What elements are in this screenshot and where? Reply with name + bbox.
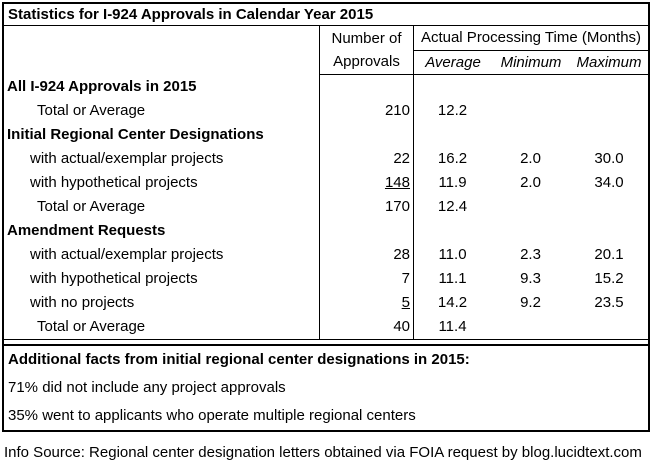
- processing-subheaders: [414, 51, 648, 74]
- cell-minimum: [491, 75, 570, 99]
- cell-approvals: [319, 75, 413, 99]
- cell-maximum: [570, 75, 648, 99]
- double-rule-separator: [4, 339, 648, 346]
- header-blank-cell: [4, 26, 319, 75]
- col-header-approvals-line1: Number of: [331, 30, 402, 47]
- col-header-minimum: Minimum: [500, 54, 562, 71]
- cell-approvals: 22: [319, 147, 413, 171]
- row-label: Total or Average: [37, 318, 146, 335]
- cell-minimum: [491, 99, 570, 123]
- cell-approvals: 28: [319, 243, 413, 267]
- table-row-amendment-hypothetical: [4, 267, 648, 291]
- table-row-initial-actual-exemplar: [4, 147, 648, 171]
- row-label: with actual/exemplar projects: [30, 246, 224, 263]
- row-label: Amendment Requests: [7, 222, 166, 239]
- col-header-number-of-approvals: [319, 26, 413, 75]
- table-body: [4, 75, 648, 339]
- row-label: Total or Average: [37, 198, 146, 215]
- table-title: Statistics for I-924 Approvals in Calendar Year 2015: [4, 4, 648, 26]
- statistics-table-box: [2, 2, 650, 432]
- cell-approvals-underlined: 148: [319, 171, 413, 195]
- cell-approvals-underlined: 5: [319, 291, 413, 315]
- col-header-approvals-line2: Approvals: [333, 53, 400, 70]
- col-header-maximum: Maximum: [576, 54, 642, 71]
- cell-average: 11.0: [413, 243, 491, 267]
- cell-average: 12.2: [413, 99, 491, 123]
- cell-approvals: [319, 219, 413, 243]
- cell-maximum: 34.0: [594, 174, 624, 191]
- table-row-initial-total: [4, 195, 648, 219]
- cell-minimum: 2.0: [520, 150, 541, 167]
- cell-maximum: 23.5: [594, 294, 624, 311]
- table-row-section-all-approvals: [4, 75, 648, 99]
- additional-facts-section: [4, 346, 648, 430]
- cell-average: 16.2: [413, 147, 491, 171]
- row-label: Total or Average: [37, 102, 146, 119]
- col-header-processing-group: [413, 26, 648, 75]
- cell-minimum: 9.2: [520, 294, 541, 311]
- cell-average: 11.4: [413, 315, 491, 339]
- cell-maximum: [570, 123, 648, 147]
- fact-multiple-regional-centers: 35% went to applicants who operate multiple regional centers: [8, 407, 416, 424]
- cell-minimum: 2.3: [520, 246, 541, 263]
- row-label: with hypothetical projects: [30, 270, 198, 287]
- cell-average: [413, 123, 491, 147]
- table-row-section-amendment-requests: [4, 219, 648, 243]
- cell-approvals: 40: [319, 315, 413, 339]
- cell-minimum: [491, 315, 570, 339]
- cell-approvals: 7: [319, 267, 413, 291]
- fact-no-project-approvals: 71% did not include any project approvals: [8, 379, 286, 396]
- col-header-average: Average: [425, 54, 481, 71]
- table-row-amendment-no-projects: [4, 291, 648, 315]
- row-label: with actual/exemplar projects: [30, 150, 224, 167]
- col-header-processing-time: Actual Processing Time (Months): [414, 26, 648, 51]
- info-source: Info Source: Regional center designation letters obtained via FOIA request by blog.lucidtext.com: [4, 444, 642, 461]
- cell-maximum: [570, 219, 648, 243]
- row-label: Initial Regional Center Designations: [7, 126, 264, 143]
- table-header: [4, 26, 648, 75]
- cell-minimum: [491, 123, 570, 147]
- cell-approvals: 210: [319, 99, 413, 123]
- row-label: All I-924 Approvals in 2015: [7, 78, 197, 95]
- cell-average: 11.9: [413, 171, 491, 195]
- cell-average: 14.2: [413, 291, 491, 315]
- table-row-initial-hypothetical: [4, 171, 648, 195]
- cell-approvals: 170: [319, 195, 413, 219]
- cell-average: 12.4: [413, 195, 491, 219]
- cell-maximum: [570, 315, 648, 339]
- cell-maximum: 15.2: [594, 270, 624, 287]
- cell-minimum: [491, 195, 570, 219]
- cell-average: 11.1: [413, 267, 491, 291]
- row-label: with no projects: [30, 294, 135, 311]
- cell-average: [413, 219, 491, 243]
- row-label: with hypothetical projects: [30, 174, 198, 191]
- cell-average: [413, 75, 491, 99]
- cell-maximum: [570, 195, 648, 219]
- cell-minimum: 9.3: [520, 270, 541, 287]
- table-row-amendment-total: [4, 315, 648, 339]
- cell-minimum: [491, 219, 570, 243]
- additional-facts-heading: Additional facts from initial regional center designations in 2015:: [8, 351, 470, 368]
- cell-approvals: [319, 123, 413, 147]
- table-row-amendment-actual-exemplar: [4, 243, 648, 267]
- table-row-section-initial-designations: [4, 123, 648, 147]
- cell-maximum: 30.0: [594, 150, 624, 167]
- cell-minimum: 2.0: [520, 174, 541, 191]
- table-row-all-total: [4, 99, 648, 123]
- cell-maximum: [570, 99, 648, 123]
- cell-maximum: 20.1: [594, 246, 624, 263]
